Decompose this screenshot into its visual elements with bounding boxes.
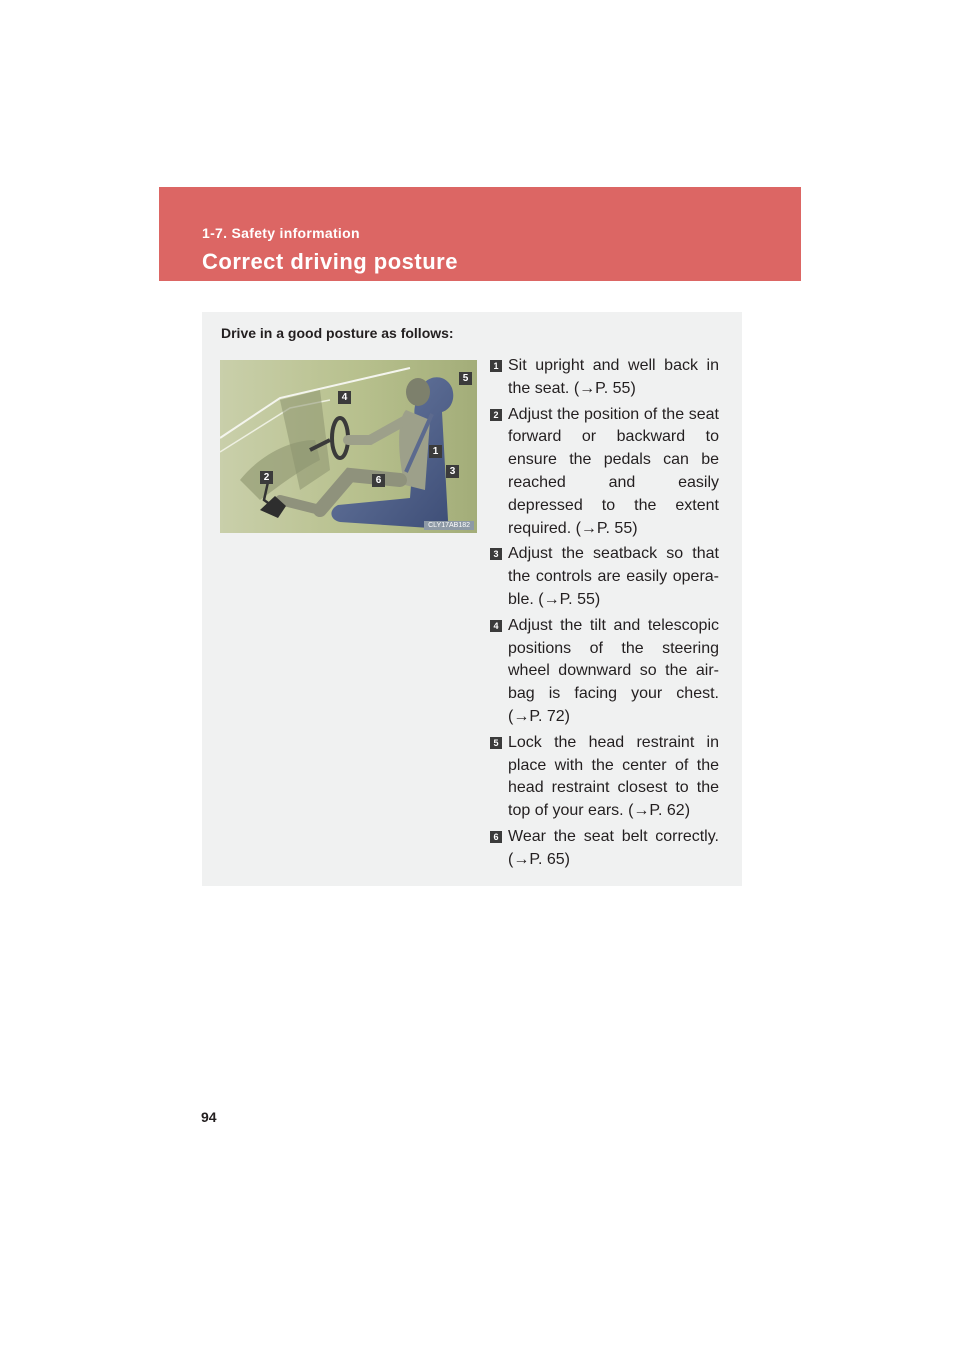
list-item [490, 543, 719, 611]
callout-4: 4 [338, 391, 351, 404]
list-item [490, 355, 719, 401]
step-text: Adjust the seatback so that the controls are easily opera-ble. (→P. 55) [508, 545, 719, 608]
step-number-badge: 6 [490, 831, 502, 843]
image-code: CLY17AB182 [424, 521, 474, 530]
step-number-badge: 2 [490, 409, 502, 421]
content-panel [202, 312, 742, 886]
callout-2: 2 [260, 471, 273, 484]
intro-text: Drive in a good posture as follows: [221, 325, 454, 341]
step-text: Adjust the tilt and telescopic positions of the steering wheel downward so the air-bag is facing your chest. (→P. 72) [508, 616, 719, 725]
step-text: Sit upright and well back in the seat. (→P. 55) [508, 357, 719, 397]
page-title: Correct driving posture [202, 249, 458, 274]
list-item [490, 732, 719, 823]
list-item [490, 404, 719, 541]
callout-3: 3 [446, 465, 459, 478]
list-item [490, 615, 719, 729]
driving-posture-illustration [220, 360, 477, 533]
section-label: 1-7. Safety information [202, 225, 360, 241]
posture-steps [490, 355, 719, 875]
callout-5: 5 [459, 372, 472, 385]
page-number: 94 [201, 1109, 217, 1125]
step-number-badge: 4 [490, 620, 502, 632]
section-header [159, 187, 801, 281]
step-text: Lock the head restraint in place with the center of the head restraint closest to the top of your ears. (→P. 62) [508, 733, 719, 820]
step-number-badge: 5 [490, 737, 502, 749]
step-number-badge: 3 [490, 548, 502, 560]
step-text: Adjust the position of the seat forward or backward to ensure the pedals can be reached and easily depressed to the extent required. (→P. 55) [508, 405, 719, 537]
step-text: Wear the seat belt correctly. (→P. 65) [508, 827, 719, 868]
list-item [490, 826, 719, 872]
step-number-badge: 1 [490, 360, 502, 372]
callout-1: 1 [429, 445, 442, 458]
callout-6: 6 [372, 474, 385, 487]
